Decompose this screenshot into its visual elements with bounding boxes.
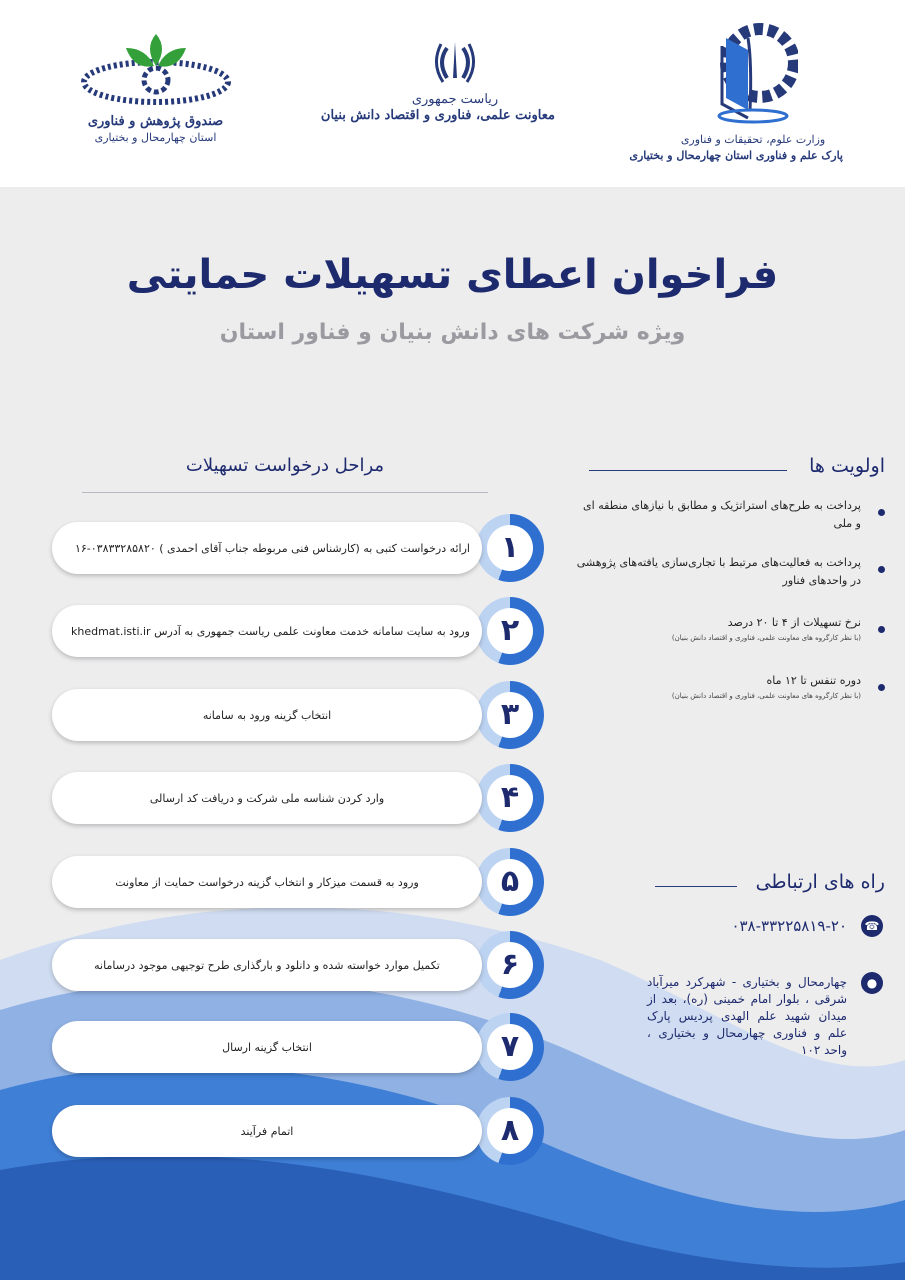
bullet-icon bbox=[878, 626, 885, 633]
priorities-heading: اولویت ها bbox=[809, 455, 885, 477]
step-number: ۳ bbox=[500, 697, 520, 732]
research-fund-icon bbox=[76, 26, 236, 110]
step-number: ۴ bbox=[500, 780, 520, 815]
location-pin-icon: ● bbox=[861, 972, 883, 994]
step-pill bbox=[52, 772, 482, 824]
step-text: انتخاب گزینه ورود به سامانه bbox=[202, 708, 332, 722]
step-pill bbox=[52, 856, 482, 908]
page-subtitle: ویژه شرکت های دانش بنیان و فناور استان bbox=[219, 320, 686, 345]
priority-text: نرخ تسهیلات از ۴ تا ۲۰ درصد bbox=[727, 616, 861, 629]
research-fund-caption-1: صندوق پژوهش و فناوری bbox=[87, 114, 224, 129]
step-number: ۸ bbox=[500, 1113, 520, 1148]
presidency-logo bbox=[320, 38, 555, 124]
step-text: اتمام فرآیند bbox=[240, 1124, 294, 1138]
step-7 bbox=[52, 1017, 544, 1077]
phone-number: ۰۳۸-۳۳۲۲۵۸۱۹-۲۰ bbox=[731, 917, 847, 935]
emblem-icon bbox=[433, 38, 477, 88]
step-text: تکمیل موارد خواسته شده و دانلود و بارگذاری طرح توجیهی موجود درسامانه bbox=[94, 958, 440, 972]
presidency-caption-2: معاونت علمی، فناوری و اقتصاد دانش بنیان bbox=[320, 108, 555, 123]
steps-rule bbox=[82, 492, 488, 493]
step-text: انتخاب گزینه ارسال bbox=[222, 1040, 312, 1054]
priority-item bbox=[575, 614, 885, 644]
step-pill bbox=[52, 1105, 482, 1157]
priority-item bbox=[575, 497, 885, 533]
bullet-icon bbox=[878, 566, 885, 573]
priority-item bbox=[575, 672, 885, 702]
step-3 bbox=[52, 685, 544, 745]
address-text: چهارمحال و بختیاری - شهرکرد میرآباد شرقی ، بلوار امام خمینی (ره)، بعد از میدان شهید علم الهدی پردیس پارک علم و فناوری چهارمحال و بختیاری ، واحد ۱۰۲ bbox=[647, 975, 847, 1057]
step-text: ارائه درخواست کتبی به (کارشناس فنی مربوطه جناب آقای احمدی ) ۰۳۸۳۳۲۸۵۸۲۰-۱۶ bbox=[74, 541, 470, 555]
priorities-rule bbox=[589, 470, 787, 471]
step-4 bbox=[52, 768, 544, 828]
science-park-caption-1: وزارت علوم، تحقیقات و فناوری bbox=[680, 133, 826, 146]
step-2 bbox=[52, 601, 544, 661]
step-6 bbox=[52, 935, 544, 995]
contact-heading: راه های ارتباطی bbox=[755, 871, 885, 893]
step-number: ۱ bbox=[500, 530, 520, 565]
science-park-icon bbox=[708, 18, 798, 128]
priority-text: پرداخت به طرح‌های استراتژیک و مطابق با نیازهای منطقه ای و ملی bbox=[583, 499, 861, 530]
step-pill bbox=[52, 605, 482, 657]
presidency-caption-1: ریاست جمهوری bbox=[411, 92, 499, 107]
research-fund-logo bbox=[68, 26, 243, 146]
step-number: ۶ bbox=[500, 947, 520, 982]
step-pill bbox=[52, 522, 482, 574]
priority-note: (با نظر کارگروه های معاونت علمی، فناوری و اقتصاد دانش بنیان) bbox=[671, 634, 861, 642]
step-pill bbox=[52, 689, 482, 741]
priority-text: دوره تنفس تا ۱۲ ماه bbox=[766, 674, 861, 687]
step-number: ۵ bbox=[500, 864, 520, 899]
step-5 bbox=[52, 852, 544, 912]
step-number: ۷ bbox=[500, 1029, 520, 1064]
contact-rule bbox=[655, 886, 737, 887]
research-fund-caption-2: استان چهارمحال و بختیاری bbox=[94, 131, 217, 144]
steps-heading: مراحل درخواست تسهیلات bbox=[185, 455, 385, 476]
priority-text: پرداخت به فعالیت‌های مرتبط با تجاری‌سازی یافته‌های پژوهشی در واحدهای فناور bbox=[576, 556, 861, 587]
step-pill bbox=[52, 1021, 482, 1073]
step-pill bbox=[52, 939, 482, 991]
priority-note: (با نظر کارگروه های معاونت علمی، فناوری و اقتصاد دانش بنیان) bbox=[671, 692, 861, 700]
step-text: ورود به قسمت میزکار و انتخاب گزینه درخواست حمایت از معاونت bbox=[115, 875, 419, 889]
bullet-icon bbox=[878, 509, 885, 516]
header-bar bbox=[0, 0, 905, 187]
step-1 bbox=[52, 518, 544, 578]
step-text: ورود به سایت سامانه خدمت معاونت علمی ریاست جمهوری به آدرس khedmat.isti.ir bbox=[70, 624, 470, 638]
step-8 bbox=[52, 1101, 544, 1161]
science-park-logo bbox=[629, 18, 843, 164]
bullet-icon bbox=[878, 684, 885, 691]
phone-icon: ☎ bbox=[861, 915, 883, 937]
step-text: وارد کردن شناسه ملی شرکت و دریافت کد ارسالی bbox=[149, 791, 385, 805]
step-number: ۲ bbox=[500, 613, 520, 648]
page-title: فراخوان اعطای تسهیلات حمایتی bbox=[126, 252, 779, 298]
priority-item bbox=[575, 554, 885, 590]
science-park-caption-2: پارک علم و فناوری استان چهارمحال و بختیاری bbox=[629, 149, 843, 162]
